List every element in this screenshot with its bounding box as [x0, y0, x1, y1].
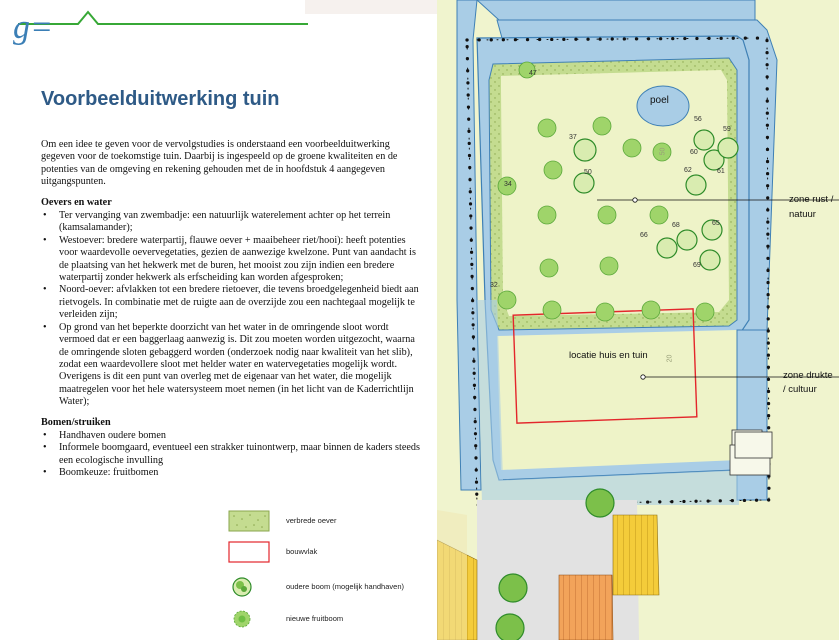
- logo: [8, 0, 308, 46]
- bullet-list-bomen: [41, 430, 426, 480]
- map-legend: [228, 510, 433, 635]
- legend-row-old-tree: [228, 576, 433, 600]
- dimension-label: 20: [666, 354, 674, 363]
- tree-number: 59: [723, 126, 731, 133]
- tree-number: 61: [717, 168, 725, 175]
- list-item: • Informele boomgaard, eventueel een strakker tuinontwerp, maar binnen de kaders steeds een ecologische invulling: [41, 442, 426, 467]
- legend-row-bouwvlak: [228, 541, 433, 565]
- tree-number: 34: [504, 181, 512, 188]
- tree-number: 32: [490, 282, 498, 289]
- tree-number: 68: [672, 222, 680, 229]
- legend-label: oudere boom (mogelijk handhaven): [286, 582, 404, 591]
- list-item: • Boomkeuze: fruitbomen: [41, 467, 426, 479]
- old-tree-icon: [228, 576, 270, 598]
- tree-number: 47: [529, 70, 537, 77]
- label-poel: poel: [650, 95, 669, 106]
- tree-number: 62: [684, 167, 692, 174]
- legend-label: verbrede oever: [286, 516, 337, 525]
- legend-row-new-tree: [228, 608, 433, 632]
- tree-number: 60: [690, 149, 698, 156]
- label-zone-rust: zone rust /: [789, 194, 834, 205]
- list-item: • Op grond van het beperkte doorzicht van het water in de omringende sloot wordt vermoed dat er een baggerlaag aanwezig is. Dit zou moeten worden uitgezocht, waarna de omringende sloten gebaggerd worden (onderzoek nodig naar kwaliteit van het slib), zodat een waardevollere sloot met helder water en watervegetaties mogelijk wordt. Overigens is dit een punt van overleg met de eigenaar van het water, die mogelijk maatregelen voor het hele watersysteem moet nemen (in het licht van de Kaderrichtlijn Water);: [41, 322, 426, 409]
- legend-label: nieuwe fruitboom: [286, 614, 344, 623]
- label-natuur: natuur: [789, 209, 816, 220]
- list-item: • Noord-oever: afvlakken tot een bredere rietoever, die tevens broedgelegenheid biedt aan rietvogels. In combinatie met de ruigte aan de overzijde zou een nachtegaal mogelijk te verleiden zijn;: [41, 284, 426, 321]
- tree-number: 65: [712, 220, 720, 227]
- oever-swatch: [228, 510, 270, 532]
- list-item: • Ter vervanging van zwembadje: een natuurlijk waterelement achter op het terrein (kamsalamander);: [41, 210, 426, 235]
- list-item: • Handhaven oudere bomen: [41, 430, 426, 442]
- bouwvlak-swatch: [228, 541, 270, 563]
- tree-number: 56: [694, 116, 702, 123]
- section-heading-bomen: Bomen/struiken: [41, 416, 111, 428]
- tree-number: 66: [640, 232, 648, 239]
- intro-paragraph: Om een idee te geven voor de vervolgstudies is onderstaand een voorbeelduitwerking gegeven voor de toekomstige tuin. Daarbij is ingespeeld op de groene kwaliteiten en de potenties van de omgeving en rekening gehouden met de in hoofdstuk 4 aangegeven uitgangspunten.: [41, 139, 398, 188]
- body-text: [41, 139, 426, 488]
- dimension-label: 50: [659, 147, 667, 156]
- page-title: Voorbeelduitwerking tuin: [41, 88, 280, 110]
- label-cultuur: / cultuur: [783, 384, 817, 395]
- site-map: [437, 0, 839, 640]
- new-tree-icon: [228, 608, 270, 630]
- tree-number: 37: [569, 134, 577, 141]
- bullet-list-oevers: [41, 210, 426, 409]
- section-heading-oevers: Oevers en water: [41, 196, 112, 208]
- list-item: • Westoever: bredere waterpartij, flauwe oever + maaibeheer riet/hooi): heeft potenties voor waardevolle oevervegetaties, gezien de aanwezige kwelzone. Punt van aandacht is de plaatsing van het hekwerk met de buren, het mooist zou zijn indien een bredere waterpartij zonder hekwerk als erfscheiding kan worden afgesproken;: [41, 235, 426, 285]
- tree-number: 50: [584, 169, 592, 176]
- legend-row-oever: [228, 510, 433, 534]
- logo-text: g=: [13, 9, 53, 46]
- label-locatie: locatie huis en tuin: [569, 350, 648, 361]
- tree-number: 69: [693, 262, 701, 269]
- header-decoration: [305, 0, 437, 14]
- label-zone-drukte: zone drukte: [783, 370, 833, 381]
- site-plan-drawing: [437, 0, 839, 640]
- legend-label: bouwvlak: [286, 547, 318, 556]
